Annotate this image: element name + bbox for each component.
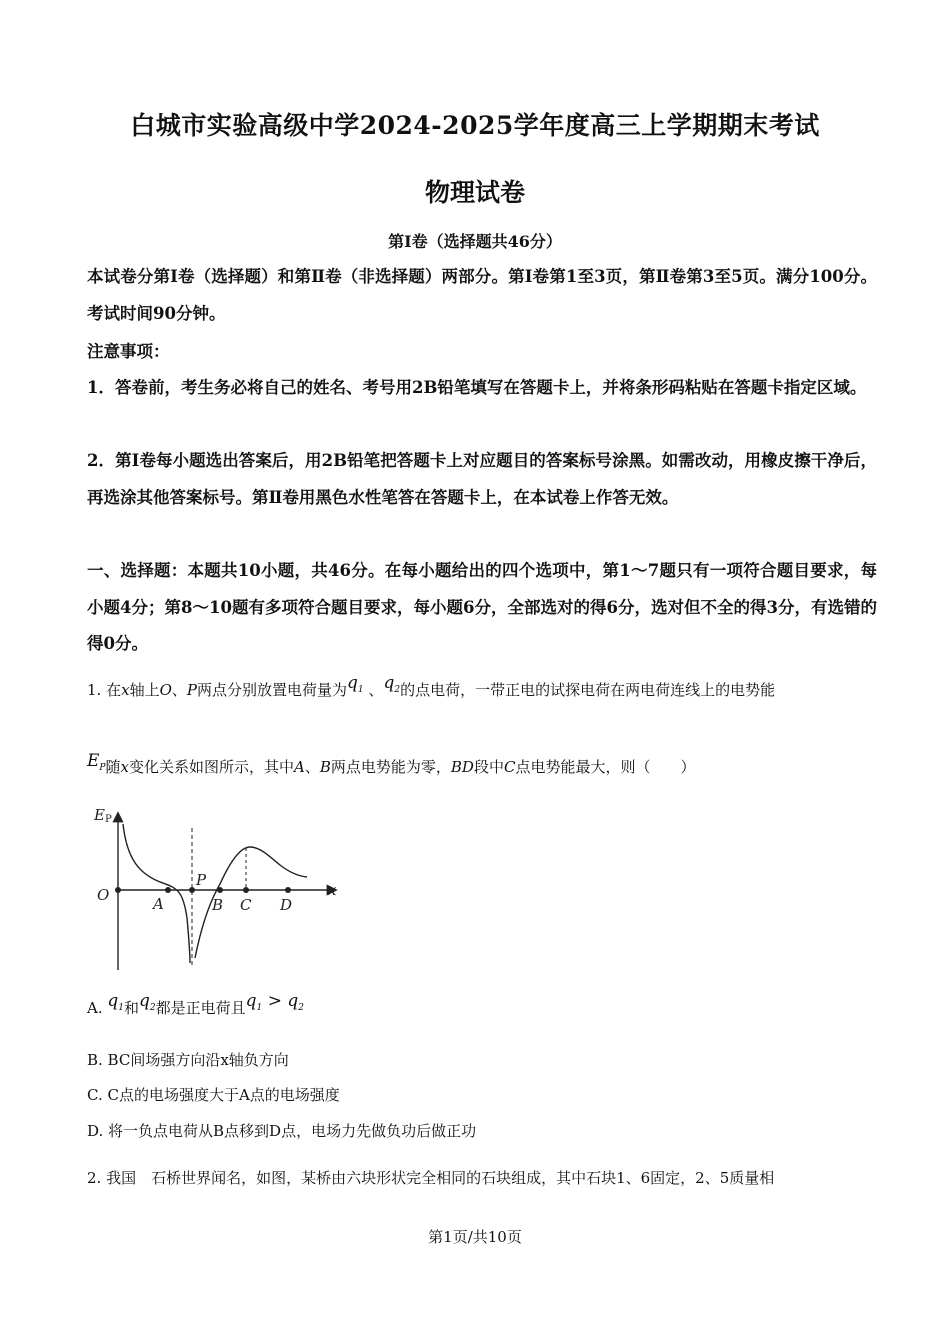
notice-item-2: 2．第Ⅰ卷每小题选出答案后，用2B铅笔把答题卡上对应题目的答案标号涂黑。如需改动，用橡皮擦干净后，再选涂其他答案标号。第Ⅱ卷用黑色水性笔答在答题卡上，在本试卷上作答无效。 xyxy=(87,451,877,507)
exam-subject: 物理试卷 xyxy=(424,178,525,207)
option-a: A. $q_1$和$q_2$都是正电荷且$q_1 > q_2$ xyxy=(87,991,304,1017)
question-1-line-2: $E_P$随x变化关系如图所示，其中A、B两点电势能为零，BD段中C点电势能最大，则（ ） xyxy=(87,751,696,776)
y-axis-label: EP xyxy=(94,806,112,825)
page-footer: 第1页/共10页 xyxy=(428,1228,522,1246)
point-o xyxy=(115,887,121,893)
q2-symbol: $q_2$ xyxy=(383,673,401,695)
point-a xyxy=(165,887,171,893)
point-b xyxy=(217,887,223,893)
label-p: P xyxy=(196,871,207,889)
label-d: D xyxy=(280,896,293,914)
point-d xyxy=(285,887,291,893)
q1-symbol: $q_1$ xyxy=(347,673,364,695)
question-2: 2. 我国 石桥世界闻名，如图，某桥由六块形状完全相同的石块组成，其中石块1、6固定，2、5质量相 xyxy=(87,1169,775,1187)
label-a: A xyxy=(153,895,164,913)
label-c: C xyxy=(240,896,252,914)
section-1-instructions: 一、选择题：本题共10小题，共46分。在每小题给出的四个选项中，第1～7题只有一项符合题目要求，每小题4分；第8～10题有多项符合题目要求，每小题6分，全部选对的得6分，选对但不全的得3分，有选错的得0分。 xyxy=(87,561,877,653)
curve-left xyxy=(123,824,190,963)
option-b: B. BC间场强方向沿x轴负方向 xyxy=(87,1051,289,1069)
point-p xyxy=(189,887,195,893)
exam-title: 白城市实验高级中学2024-2025学年度高三上学期期末考试 xyxy=(130,111,820,140)
part-title: 第Ⅰ卷（选择题共46分） xyxy=(388,232,562,251)
option-c: C. C点的电场强度大于A点的电场强度 xyxy=(87,1086,340,1104)
option-d: D. 将一负点电荷从B点移到D点，电场力先做负功后做正功 xyxy=(87,1122,477,1140)
label-b: B xyxy=(212,896,224,914)
notice-item-1: 1．答卷前，考生务必将自己的姓名、考号用2B铅笔填写在答题卡上，并将条形码粘贴在答题卡指定区域。 xyxy=(87,378,867,397)
question-1-line-1: 1. 在x轴上O、P两点分别放置电荷量为$q_1$ 、$q_2$的点电荷，一带正电的试探电荷在两电荷连线上的电势能 xyxy=(87,673,776,699)
x-axis-label: x xyxy=(328,881,337,899)
ep-symbol: $E_P$ xyxy=(87,751,106,773)
potential-energy-graph xyxy=(85,800,355,975)
notice-title: 注意事项： xyxy=(87,342,170,361)
intro-paragraph: 本试卷分第Ⅰ卷（选择题）和第Ⅱ卷（非选择题）两部分。第Ⅰ卷第1至3页，第Ⅱ卷第3至5页。满分100分。考试时间90分钟。 xyxy=(87,267,877,323)
point-c xyxy=(243,887,249,893)
label-o: O xyxy=(97,886,110,904)
